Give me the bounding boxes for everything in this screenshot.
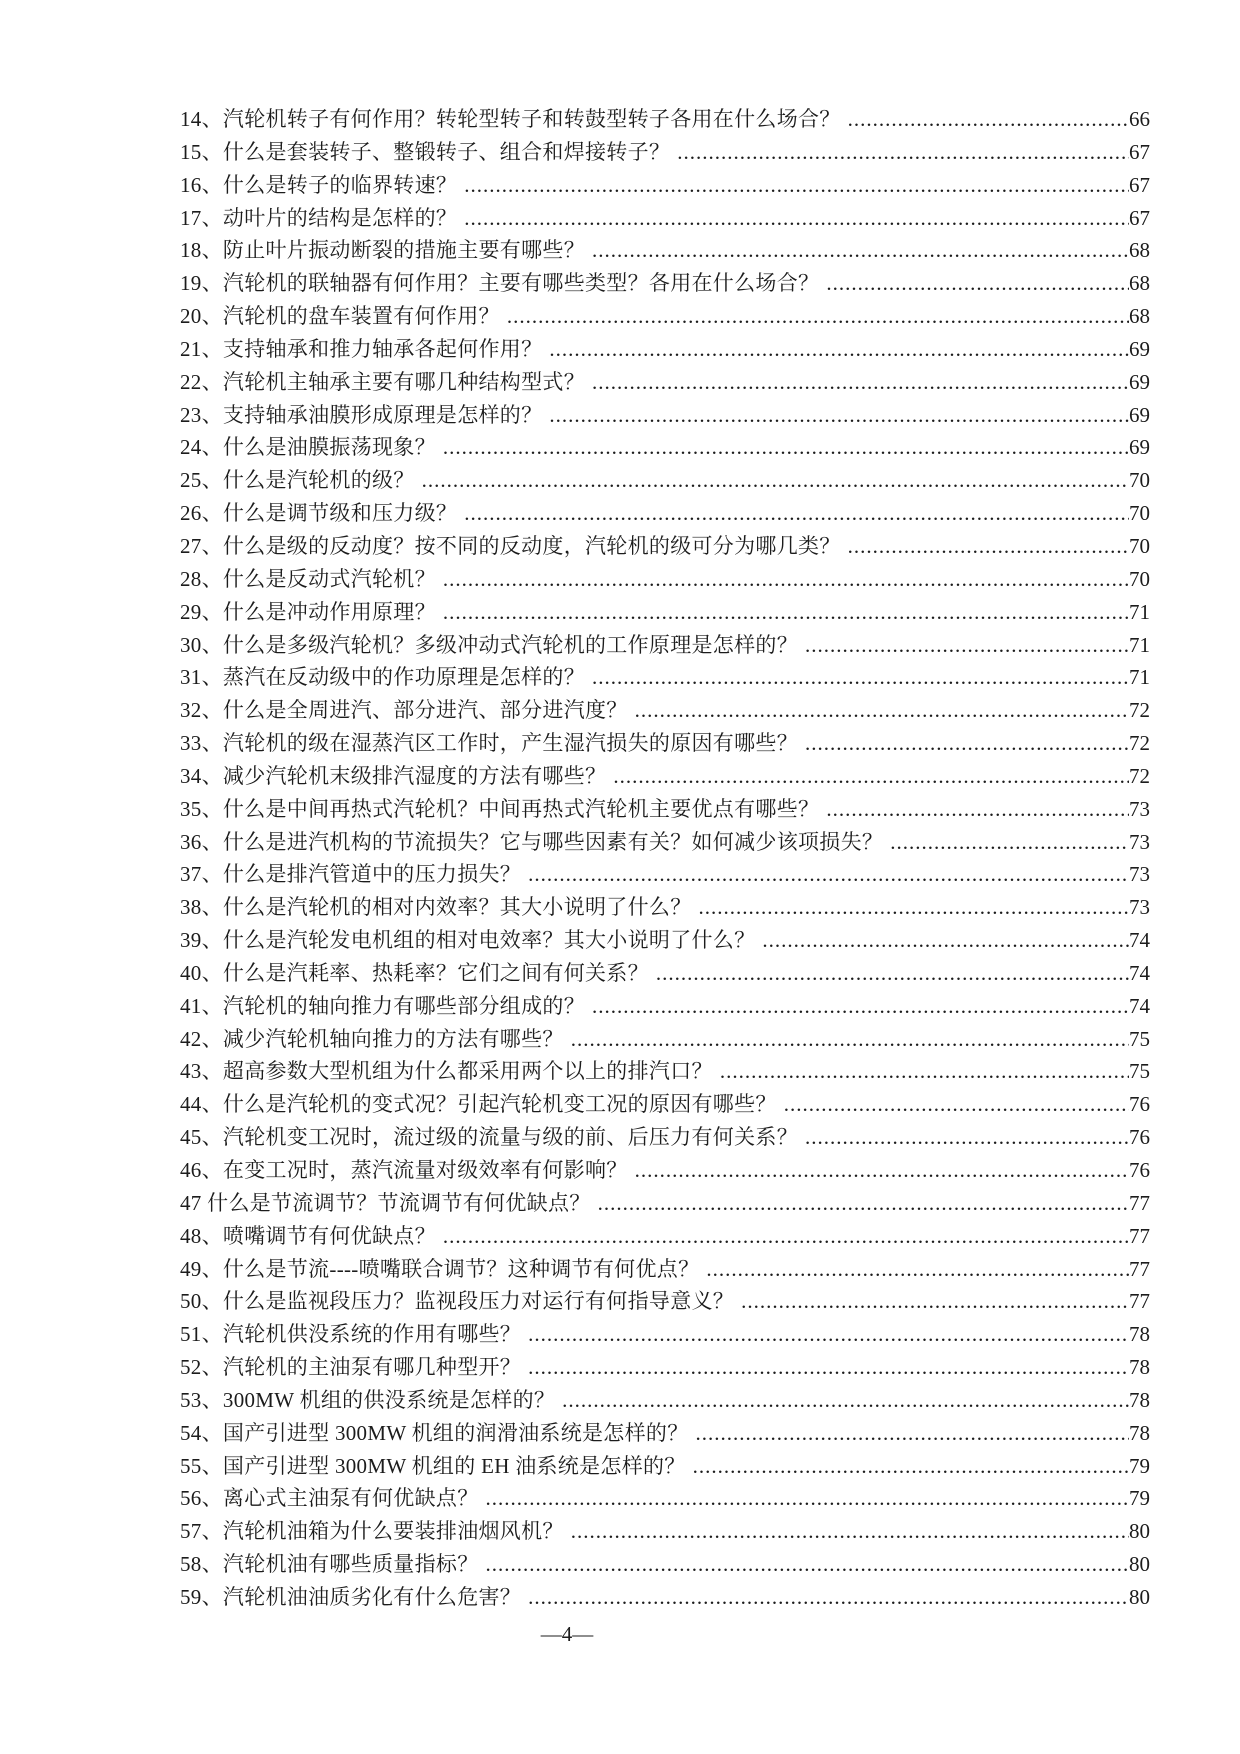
toc-entry (180, 1318, 1150, 1351)
toc-entry-text: 18、防止叶片振动断裂的措施主要有哪些？ (180, 238, 585, 263)
toc-entry (180, 924, 1150, 957)
toc-dot-leader (464, 202, 1129, 235)
toc-page-number: 71 (1129, 665, 1150, 690)
toc-page-number: 73 (1129, 796, 1150, 821)
toc-entry-text: 38、什么是汽轮机的相对内效率？其大小说明了什么？ (180, 895, 692, 920)
toc-entry-text: 15、什么是套装转子、整锻转子、组合和焊接转子？ (180, 139, 671, 164)
toc-page-number: 73 (1129, 862, 1150, 887)
toc-entry-text: 58、汽轮机油有哪些质量指标？ (180, 1552, 479, 1577)
toc-page-number: 79 (1129, 1486, 1150, 1511)
toc-page-number: 67 (1129, 205, 1150, 230)
toc-dot-leader (422, 464, 1129, 497)
toc-dot-leader (592, 366, 1129, 399)
toc-page-number: 72 (1129, 763, 1150, 788)
toc-entry (180, 891, 1150, 924)
toc-entry (180, 530, 1150, 563)
toc-page-number: 69 (1129, 336, 1150, 361)
toc-dot-leader (693, 1450, 1129, 1483)
toc-dot-leader (826, 267, 1129, 300)
toc-entry-text: 37、什么是排汽管道中的压力损失？ (180, 862, 522, 887)
toc-dot-leader (720, 1055, 1129, 1088)
toc-entry-text: 30、什么是多级汽轮机？多级冲动式汽轮机的工作原理是怎样的？ (180, 632, 798, 657)
toc-entry-text: 49、什么是节流----喷嘴联合调节？这种调节有何优点？ (180, 1256, 700, 1281)
toc-entry-text: 35、什么是中间再热式汽轮机？中间再热式汽轮机主要优点有哪些？ (180, 796, 820, 821)
toc-page-number: 69 (1129, 435, 1150, 460)
toc-page-number: 78 (1129, 1322, 1150, 1347)
toc-page-number: 77 (1129, 1289, 1150, 1314)
toc-entry (180, 858, 1150, 891)
toc-entry (180, 267, 1150, 300)
toc-entry-text: 47 什么是节流调节？节流调节有何优缺点？ (180, 1190, 591, 1215)
toc-dot-leader (592, 661, 1129, 694)
toc-entry-text: 52、汽轮机的主油泵有哪几种型开？ (180, 1355, 522, 1380)
toc-entry (180, 1088, 1150, 1121)
toc-entry (180, 1548, 1150, 1581)
toc-dot-leader (562, 1384, 1129, 1417)
toc-entry (180, 300, 1150, 333)
toc-entry-text: 17、动叶片的结构是怎样的？ (180, 205, 458, 230)
toc-entry-text: 32、什么是全周进汽、部分进汽、部分进汽度？ (180, 698, 628, 723)
toc-page-number: 71 (1129, 599, 1150, 624)
toc-entry (180, 596, 1150, 629)
toc-dot-leader (443, 431, 1129, 464)
toc-entry-text: 39、什么是汽轮发电机组的相对电效率？其大小说明了什么？ (180, 928, 756, 953)
toc-entry (180, 333, 1150, 366)
toc-dot-leader (549, 399, 1129, 432)
toc-dot-leader (464, 169, 1129, 202)
toc-entry (180, 760, 1150, 793)
toc-entry-text: 57、汽轮机油箱为什么要装排油烟风机？ (180, 1519, 564, 1544)
toc-entry (180, 431, 1150, 464)
toc-page-number: 78 (1129, 1387, 1150, 1412)
toc-dot-leader (443, 1220, 1129, 1253)
toc-page-number: 70 (1129, 468, 1150, 493)
toc-dot-leader (848, 103, 1129, 136)
toc-entry-text: 55、国产引进型 300MW 机组的 EH 油系统是怎样的？ (180, 1453, 686, 1478)
toc-entry (180, 1187, 1150, 1220)
toc-entry (180, 1351, 1150, 1384)
toc-page-number: 66 (1129, 107, 1150, 131)
toc-entry (180, 1023, 1150, 1056)
toc-entry-text: 46、在变工况时，蒸汽流量对级效率有何影响？ (180, 1158, 628, 1182)
toc-dot-leader (571, 1515, 1129, 1548)
toc-entry-text: 51、汽轮机供没系统的作用有哪些？ (180, 1322, 522, 1347)
toc-page-number: 77 (1129, 1223, 1150, 1248)
toc-page-number: 77 (1129, 1190, 1150, 1215)
toc-page-number: 71 (1129, 632, 1150, 657)
page-footer: —4— (540, 1622, 594, 1646)
toc-entry (180, 727, 1150, 760)
toc-entry-text: 24、什么是油膜振荡现象？ (180, 435, 436, 460)
toc-dot-leader (741, 1285, 1129, 1318)
toc-list (180, 103, 1150, 1614)
toc-page-number: 78 (1129, 1355, 1150, 1380)
toc-entry (180, 1581, 1150, 1614)
toc-page-number: 70 (1129, 533, 1150, 558)
toc-entry (180, 1417, 1150, 1450)
toc-entry (180, 661, 1150, 694)
toc-dot-leader (635, 1154, 1129, 1187)
toc-dot-leader (528, 1351, 1129, 1384)
toc-entry-text: 26、什么是调节级和压力级？ (180, 501, 458, 526)
toc-entry (180, 1482, 1150, 1515)
toc-page-number: 69 (1129, 402, 1150, 427)
toc-entry (180, 366, 1150, 399)
toc-entry-text: 31、蒸汽在反动级中的作功原理是怎样的？ (180, 665, 585, 690)
toc-page-number: 79 (1129, 1453, 1150, 1478)
toc-page-number: 72 (1129, 698, 1150, 723)
toc-entry-text: 27、什么是级的反动度？按不同的反动度，汽轮机的级可分为哪几类？ (180, 533, 841, 558)
toc-entry-text: 41、汽轮机的轴向推力有哪些部分组成的？ (180, 993, 585, 1018)
toc-dot-leader (443, 563, 1129, 596)
toc-entry-text: 16、什么是转子的临界转速？ (180, 172, 458, 197)
toc-page-number: 67 (1129, 139, 1150, 164)
toc-entry (180, 1220, 1150, 1253)
toc-entry (180, 234, 1150, 267)
toc-page-number: 76 (1129, 1158, 1150, 1182)
toc-entry (180, 1285, 1150, 1318)
toc-page-number: 72 (1129, 731, 1150, 756)
toc-entry-text: 54、国产引进型 300MW 机组的润滑油系统是怎样的？ (180, 1420, 689, 1445)
toc-dot-leader (826, 793, 1129, 826)
toc-dot-leader (592, 990, 1129, 1023)
toc-entry-text: 53、300MW 机组的供没系统是怎样的？ (180, 1387, 556, 1412)
toc-entry-text: 42、减少汽轮机轴向推力的方法有哪些？ (180, 1026, 564, 1051)
toc-entry (180, 1121, 1150, 1154)
toc-dot-leader (486, 1482, 1130, 1515)
toc-dot-leader (507, 300, 1129, 333)
toc-dot-leader (528, 858, 1129, 891)
toc-entry (180, 202, 1150, 235)
toc-entry-text: 29、什么是冲动作用原理？ (180, 599, 436, 624)
toc-entry-text: 25、什么是汽轮机的级？ (180, 468, 415, 493)
toc-dot-leader (592, 234, 1129, 267)
toc-entry-text: 28、什么是反动式汽轮机？ (180, 566, 436, 591)
toc-entry (180, 1515, 1150, 1548)
toc-entry (180, 399, 1150, 432)
toc-entry (180, 694, 1150, 727)
toc-dot-leader (486, 1548, 1130, 1581)
toc-dot-leader (549, 333, 1129, 366)
toc-dot-leader (528, 1318, 1129, 1351)
toc-page-number: 80 (1129, 1552, 1150, 1577)
toc-page-number: 68 (1129, 304, 1150, 329)
toc-entry (180, 957, 1150, 990)
toc-dot-leader (784, 1088, 1129, 1121)
toc-entry (180, 793, 1150, 826)
toc-entry (180, 1055, 1150, 1088)
toc-dot-leader (443, 596, 1129, 629)
toc-entry-text: 20、汽轮机的盘车装置有何作用？ (180, 304, 500, 329)
toc-page-number: 69 (1129, 369, 1150, 394)
toc-entry-text: 23、支持轴承油膜形成原理是怎样的？ (180, 402, 543, 427)
toc-entry (180, 464, 1150, 497)
toc-entry-text: 56、离心式主油泵有何优缺点？ (180, 1486, 479, 1511)
toc-entry (180, 563, 1150, 596)
toc-dot-leader (848, 530, 1129, 563)
toc-entry-text: 45、汽轮机变工况时，流过级的流量与级的前、后压力有何关系？ (180, 1125, 798, 1150)
toc-page-number: 75 (1129, 1059, 1150, 1084)
toc-page-number: 67 (1129, 172, 1150, 197)
toc-entry-text: 22、汽轮机主轴承主要有哪几种结构型式？ (180, 369, 585, 394)
toc-dot-leader (696, 1417, 1129, 1450)
toc-entry-text: 19、汽轮机的联轴器有何作用？主要有哪些类型？各用在什么场合？ (180, 271, 820, 296)
toc-entry (180, 103, 1150, 136)
toc-page-number: 75 (1129, 1026, 1150, 1051)
toc-page-number: 68 (1129, 271, 1150, 296)
toc-entry (180, 136, 1150, 169)
toc-entry-text: 34、减少汽轮机末级排汽湿度的方法有哪些？ (180, 763, 607, 788)
toc-page-number: 80 (1129, 1519, 1150, 1544)
toc-page-number: 76 (1129, 1092, 1150, 1117)
toc-dot-leader (528, 1581, 1129, 1614)
toc-dot-leader (613, 760, 1129, 793)
toc-entry (180, 169, 1150, 202)
toc-dot-leader (677, 136, 1129, 169)
toc-entry (180, 1154, 1150, 1187)
toc-page-number: 70 (1129, 566, 1150, 591)
toc-dot-leader (598, 1187, 1129, 1220)
toc-dot-leader (762, 924, 1129, 957)
toc-entry-text: 21、支持轴承和推力轴承各起何作用？ (180, 336, 543, 361)
toc-entry (180, 629, 1150, 662)
toc-entry-text: 59、汽轮机油油质劣化有什么危害？ (180, 1584, 522, 1609)
toc-page-number: 80 (1129, 1584, 1150, 1609)
toc-page-number: 76 (1129, 1125, 1150, 1150)
toc-page-number: 73 (1129, 895, 1150, 920)
toc-page-number: 73 (1129, 829, 1150, 854)
toc-page-number: 74 (1129, 928, 1150, 953)
toc-dot-leader (706, 1253, 1129, 1286)
toc-entry-text: 50、什么是监视段压力？监视段压力对运行有何指导意义？ (180, 1289, 735, 1314)
toc-entry (180, 497, 1150, 530)
toc-entry-text: 48、喷嘴调节有何优缺点？ (180, 1223, 436, 1248)
toc-entry-text: 44、什么是汽轮机的变式况？引起汽轮机变工况的原因有哪些？ (180, 1092, 777, 1117)
toc-entry-text: 40、什么是汽耗率、热耗率？它们之间有何关系？ (180, 960, 649, 985)
toc-entry-text: 43、超高参数大型机组为什么都采用两个以上的排汽口？ (180, 1059, 713, 1084)
toc-dot-leader (635, 694, 1129, 727)
toc-entry-text: 36、什么是进汽机构的节流损失？它与哪些因素有关？如何减少该项损失？ (180, 829, 884, 854)
toc-dot-leader (890, 826, 1129, 859)
toc-dot-leader (464, 497, 1129, 530)
toc-entry-text: 14、汽轮机转子有何作用？转轮型转子和转鼓型转子各用在什么场合？ (180, 107, 841, 131)
toc-dot-leader (805, 727, 1129, 760)
toc-entry (180, 990, 1150, 1023)
toc-page-number: 68 (1129, 238, 1150, 263)
toc-dot-leader (656, 957, 1129, 990)
toc-page-number: 77 (1129, 1256, 1150, 1281)
toc-page-number: 74 (1129, 993, 1150, 1018)
toc-entry (180, 826, 1150, 859)
toc-entry (180, 1253, 1150, 1286)
toc-page-number: 78 (1129, 1420, 1150, 1445)
toc-dot-leader (571, 1023, 1129, 1056)
toc-entry (180, 1450, 1150, 1483)
toc-dot-leader (805, 629, 1129, 662)
toc-dot-leader (699, 891, 1130, 924)
toc-dot-leader (805, 1121, 1129, 1154)
toc-entry (180, 1384, 1150, 1417)
toc-entry-text: 33、汽轮机的级在湿蒸汽区工作时，产生湿汽损失的原因有哪些？ (180, 731, 798, 756)
toc-page-number: 70 (1129, 501, 1150, 526)
toc-page-number: 74 (1129, 960, 1150, 985)
